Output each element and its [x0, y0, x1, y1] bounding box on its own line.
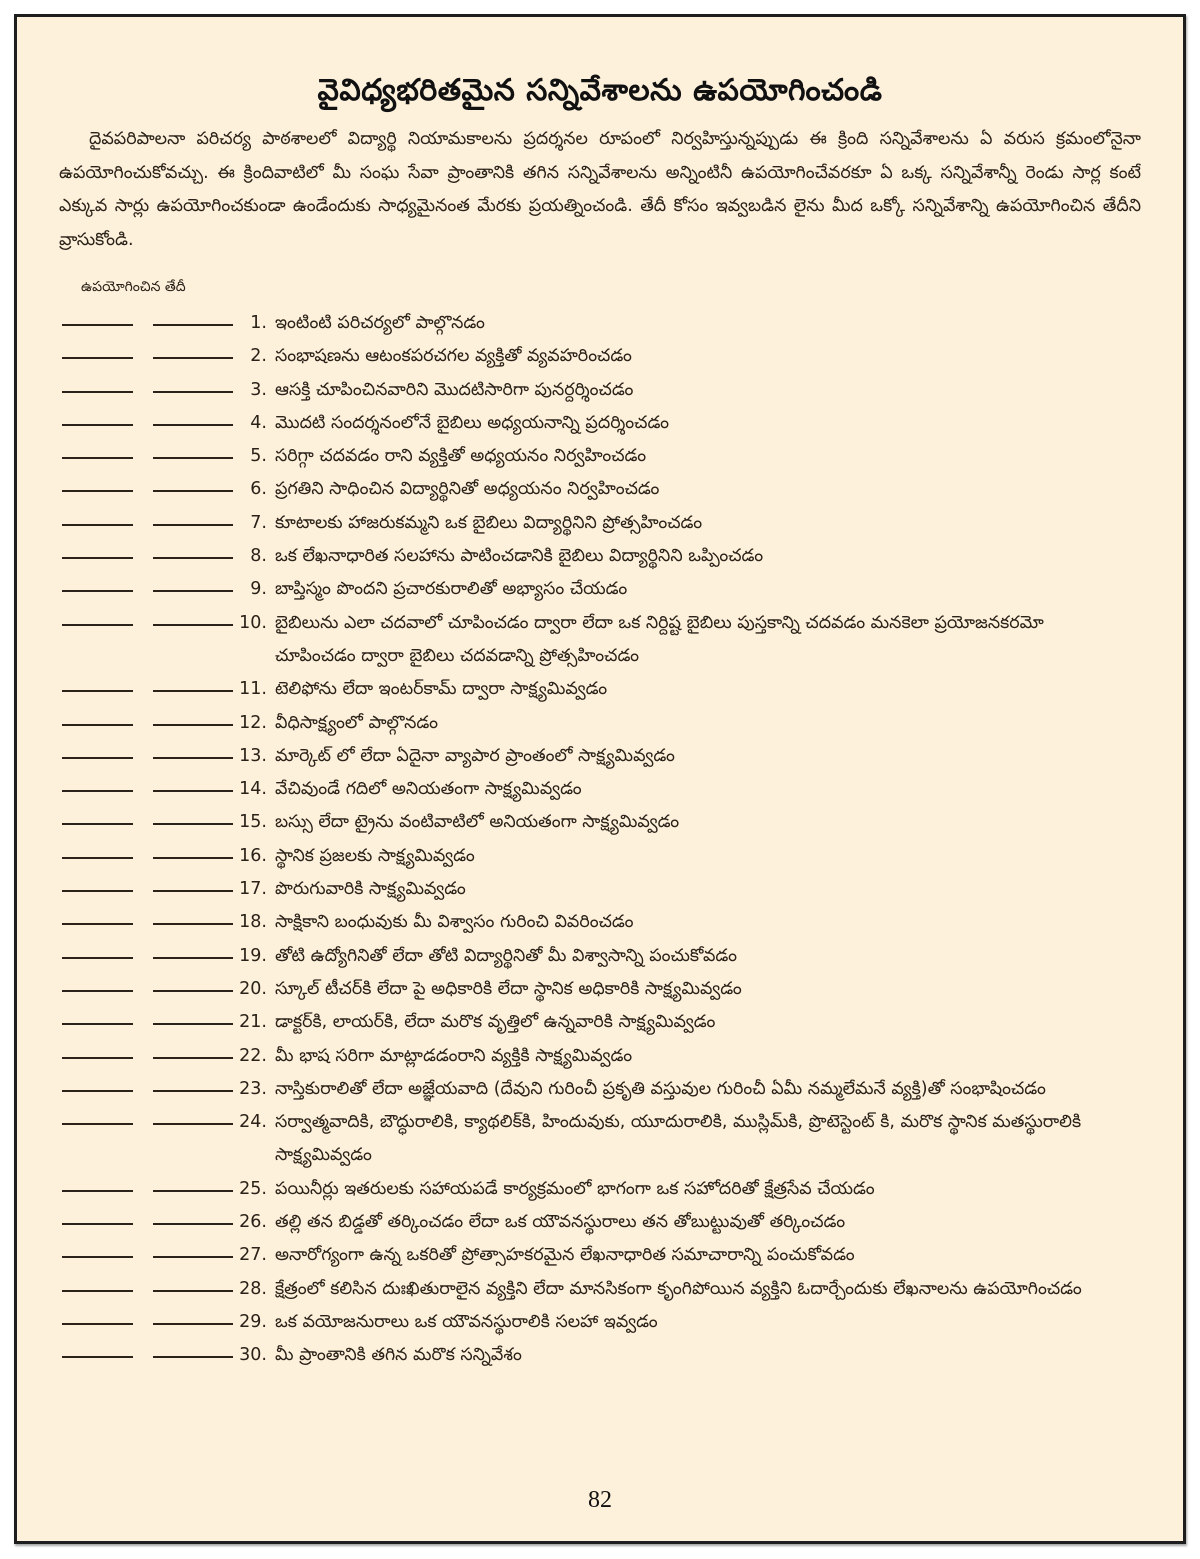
item-number: 27. — [239, 1245, 267, 1266]
item-number: 18. — [239, 912, 267, 933]
item-text: పొరుగువారికి సాక్ష్యమివ్వడం — [275, 879, 466, 900]
item-text: కూటాలకు హాజరుకమ్మని ఒక బైబిలు విద్యార్థినిని ప్రోత్సహించడం — [275, 512, 703, 533]
item-text: బస్సు లేదా ట్రైను వంటివాటిలో అనియతంగా సాక్ష్యమివ్వడం — [275, 812, 680, 833]
date-blank-line-2[interactable] — [153, 524, 233, 526]
date-blank-line-1[interactable] — [62, 823, 133, 825]
date-blank-line-2[interactable] — [153, 624, 233, 626]
list-item — [17, 840, 1183, 873]
item-text: మార్కెట్ లో లేదా ఏదైనా వ్యాపార ప్రాంతంలో సాక్ష్యమివ్వడం — [275, 745, 675, 766]
date-blank-line-2[interactable] — [153, 790, 233, 792]
item-number: 11. — [239, 679, 267, 700]
item-text: తల్లి తన బిడ్డతో తర్కించడం లేదా ఒక యౌవనస్థురాలు తన తోబుట్టువుతో తర్కించడం — [275, 1212, 846, 1233]
date-blank-line-2[interactable] — [153, 557, 233, 559]
item-text: టెలిఫోను లేదా ఇంటర్‌కామ్ ద్వారా సాక్ష్యమివ్వడం — [275, 679, 608, 700]
list-item — [17, 607, 1183, 674]
item-text: బైబిలును ఎలా చదవాలో చూపించడం ద్వారా లేదా ఒక నిర్దిష్ట బైబిలు పుస్తకాన్ని చదవడం మనకెలా ప్రయోజనకరమో చూపించడం ద్వారా బైబిలు చదవడాన్ని ప్రోత్సహించడం — [275, 612, 1044, 666]
date-blank-line-1[interactable] — [62, 424, 133, 426]
item-text: క్షేత్రంలో కలిసిన దుఃఖితురాలైన వ్యక్తిని లేదా మానసికంగా కృంగిపోయిన వ్యక్తిని ఓదార్చేందుకు లేఖనాలను ఉపయోగించడం — [275, 1278, 1082, 1299]
item-number: 30. — [239, 1345, 267, 1366]
item-number: 7. — [250, 512, 267, 533]
date-blank-line-2[interactable] — [153, 391, 233, 393]
item-text: స్థానిక ప్రజలకు సాక్ష్యమివ్వడం — [275, 845, 475, 866]
date-blank-line-1[interactable] — [62, 557, 133, 559]
list-item — [17, 873, 1183, 906]
date-blank-line-1[interactable] — [62, 357, 133, 359]
list-item — [17, 307, 1183, 340]
date-blank-line-1[interactable] — [62, 324, 133, 326]
date-blank-line-2[interactable] — [153, 823, 233, 825]
list-item — [17, 1339, 1183, 1372]
date-blank-line-1[interactable] — [62, 857, 133, 859]
list-item — [17, 407, 1183, 440]
item-text: సర్వాత్మవాదికి, బౌద్ధురాలికి, క్యాథలిక్‌కి, హిందువుకు, యూదురాలికి, ముస్లిమ్‌కి, ప్రొటెస్టెంట్ కి, మరొక స్థానిక మతస్థురాలికి సాక్ష్యమివ్వడం — [275, 1112, 1082, 1166]
item-text: మీ ప్రాంతానికి తగిన మరొక సన్నివేశం — [275, 1345, 522, 1366]
document-page — [14, 14, 1186, 1544]
date-blank-line-2[interactable] — [153, 1223, 233, 1225]
item-text: ప్రగతిని సాధించిన విద్యార్థినితో అధ్యయనం నిర్వహించడం — [275, 479, 660, 500]
list-item — [17, 1006, 1183, 1039]
list-item — [17, 1239, 1183, 1272]
item-number: 8. — [250, 546, 267, 567]
date-blank-line-1[interactable] — [62, 923, 133, 925]
item-text: డాక్టర్‌కి, లాయర్‌కి, లేదా మరొక వృత్తిలో ఉన్నవారికి సాక్ష్యమివ్వడం — [275, 1012, 716, 1033]
page-title: వైవిధ్యభరితమైన సన్నివేశాలను ఉపయోగించండి — [317, 73, 883, 108]
item-number: 20. — [239, 978, 267, 999]
date-blank-line-1[interactable] — [62, 1123, 133, 1125]
item-text: సరిగ్గా చదవడం రాని వ్యక్తితో అధ్యయనం నిర్వహించడం — [275, 446, 647, 467]
date-blank-line-2[interactable] — [153, 1057, 233, 1059]
list-item — [17, 573, 1183, 606]
list-item — [17, 507, 1183, 540]
item-text: ఆసక్తి చూపించినవారిని మొదటిసారిగా పునర్దర్శించడం — [275, 379, 634, 400]
date-blank-line-1[interactable] — [62, 990, 133, 992]
date-blank-line-1[interactable] — [62, 757, 133, 759]
date-blank-line-2[interactable] — [153, 890, 233, 892]
item-text: వేచివుండే గదిలో అనియతంగా సాక్ష్యమివ్వడం — [275, 779, 582, 800]
item-number: 16. — [239, 845, 267, 866]
item-text: ఒక లేఖనాధారిత సలహాను పాటించడానికి బైబిలు విద్యార్థినిని ఒప్పించడం — [275, 546, 764, 567]
date-blank-line-2[interactable] — [153, 1356, 233, 1358]
date-blank-line-2[interactable] — [153, 424, 233, 426]
date-blank-line-2[interactable] — [153, 324, 233, 326]
item-number: 1. — [250, 313, 267, 333]
item-number: 12. — [239, 712, 267, 733]
date-blank-line-2[interactable] — [153, 457, 233, 459]
date-blank-line-1[interactable] — [62, 1290, 133, 1292]
date-blank-line-1[interactable] — [62, 624, 133, 626]
item-text: సాక్షికాని బంధువుకు మీ విశ్వాసం గురించి వివరించడం — [275, 912, 634, 933]
list-item — [17, 707, 1183, 740]
list-item — [17, 1173, 1183, 1206]
date-blank-line-1[interactable] — [62, 1356, 133, 1358]
item-number: 17. — [239, 879, 267, 900]
scenario-list — [17, 307, 1183, 1373]
item-text: మీ భాష సరిగా మాట్లాడడంరాని వ్యక్తికి సాక్ష్యమివ్వడం — [275, 1045, 633, 1066]
list-item — [17, 740, 1183, 773]
item-text: మొదటి సందర్శనంలోనే బైబిలు అధ్యయనాన్ని ప్రదర్శించడం — [275, 412, 670, 433]
list-item — [17, 540, 1183, 573]
date-blank-line-2[interactable] — [153, 690, 233, 692]
item-text: వీధిసాక్ష్యంలో పాల్గొనడం — [275, 712, 438, 733]
item-text: సంభాషణను ఆటంకపరచగల వ్యక్తితో వ్యవహరించడం — [275, 346, 632, 367]
item-number: 25. — [239, 1178, 267, 1199]
page-number: 82 — [588, 1487, 612, 1513]
item-text: ఇంటింటి పరిచర్యలో పాల్గొనడం — [275, 313, 485, 333]
list-item — [17, 1206, 1183, 1239]
item-number: 23. — [239, 1078, 267, 1099]
date-blank-line-2[interactable] — [153, 923, 233, 925]
date-blank-line-1[interactable] — [62, 1023, 133, 1025]
item-number: 13. — [239, 745, 267, 766]
list-item — [17, 673, 1183, 706]
item-number: 9. — [250, 579, 267, 600]
date-blank-line-1[interactable] — [62, 1323, 133, 1325]
date-blank-line-1[interactable] — [62, 490, 133, 492]
item-number: 19. — [239, 945, 267, 966]
list-item — [17, 1106, 1183, 1173]
item-text: పయినీర్లు ఇతరులకు సహాయపడే కార్యక్రమంలో భాగంగా ఒక సహోదరితో క్షేత్రసేవ చేయడం — [275, 1178, 875, 1199]
item-text: తోటి ఉద్యోగినితో లేదా తోటి విద్యార్థినితో మీ విశ్వాసాన్ని పంచుకోవడం — [275, 945, 737, 966]
item-text: బాప్తిస్మం పొందని ప్రచారకురాలితో అభ్యాసం చేయడం — [275, 579, 628, 600]
date-blank-line-2[interactable] — [153, 1023, 233, 1025]
date-blank-line-1[interactable] — [62, 724, 133, 726]
date-blank-line-1[interactable] — [62, 391, 133, 393]
item-number: 14. — [239, 779, 267, 800]
date-blank-line-2[interactable] — [153, 957, 233, 959]
date-blank-line-2[interactable] — [153, 357, 233, 359]
date-blank-line-2[interactable] — [153, 1190, 233, 1192]
date-blank-line-1[interactable] — [62, 890, 133, 892]
date-blank-line-1[interactable] — [62, 457, 133, 459]
item-number: 2. — [250, 346, 267, 367]
item-number: 6. — [250, 479, 267, 500]
item-number: 15. — [239, 812, 267, 833]
date-blank-line-2[interactable] — [153, 1323, 233, 1325]
date-blank-line-2[interactable] — [153, 1256, 233, 1258]
list-item — [17, 1306, 1183, 1339]
date-blank-line-1[interactable] — [62, 1057, 133, 1059]
item-number: 28. — [239, 1278, 267, 1299]
date-blank-line-1[interactable] — [62, 1223, 133, 1225]
date-blank-line-2[interactable] — [153, 1290, 233, 1292]
list-item — [17, 940, 1183, 973]
date-blank-line-1[interactable] — [62, 957, 133, 959]
list-item — [17, 773, 1183, 806]
item-number: 29. — [239, 1311, 267, 1332]
date-blank-line-2[interactable] — [153, 757, 233, 759]
item-text: అనారోగ్యంగా ఉన్న ఒకరితో ప్రోత్సాహకరమైన లేఖనాధారిత సమాచారాన్ని పంచుకోవడం — [275, 1245, 855, 1266]
item-number: 22. — [239, 1045, 267, 1066]
list-item — [17, 374, 1183, 407]
item-number: 5. — [250, 446, 267, 467]
list-item — [17, 440, 1183, 473]
date-blank-line-2[interactable] — [153, 724, 233, 726]
item-number: 21. — [239, 1012, 267, 1033]
date-blank-line-2[interactable] — [153, 1090, 233, 1092]
date-blank-line-1[interactable] — [62, 1256, 133, 1258]
list-item — [17, 806, 1183, 839]
item-number: 10. — [239, 612, 267, 633]
item-number: 3. — [250, 379, 267, 400]
list-item — [17, 906, 1183, 939]
date-blank-line-1[interactable] — [62, 590, 133, 592]
list-item — [17, 1273, 1183, 1306]
list-item — [17, 340, 1183, 373]
date-blank-line-2[interactable] — [153, 857, 233, 859]
date-blank-line-2[interactable] — [153, 490, 233, 492]
date-blank-line-1[interactable] — [62, 790, 133, 792]
date-column-label: ఉపయోగించిన తేదీ — [81, 279, 186, 295]
list-item — [17, 473, 1183, 506]
item-number: 24. — [239, 1112, 267, 1133]
date-blank-line-2[interactable] — [153, 1123, 233, 1125]
item-text: స్కూల్ టీచర్‌కి లేదా పై అధికారికి లేదా స్థానిక అధికారికి సాక్ష్యమివ్వడం — [275, 978, 742, 999]
list-item — [17, 1040, 1183, 1073]
date-blank-line-2[interactable] — [153, 590, 233, 592]
date-blank-line-1[interactable] — [62, 1190, 133, 1192]
intro-paragraph: దైవపరిపాలనా పరిచర్య పాఠశాలలో విద్యార్థి నియామకాలను ప్రదర్శనల రూపంలో నిర్వహిస్తున్నప్పుడు ఈ క్రింది సన్నివేశాలను ఏ వరుస క్రమంలోనైనా ఉపయోగించుకోవచ్చు. ఈ క్రిందివాటిలో మీ సంఘ సేవా ప్రాంతానికి తగిన సన్నివేశాలను అన్నింటినీ ఉపయోగించేవరకూ ఏ ఒక్క సన్నివేశాన్నీ రెండు సార్ల కంటే ఎక్కువ సార్లు ఉపయోగించకుండా ఉండేందుకు సాధ్యమైనంత మేరకు ప్రయత్నించండి. తేదీ కోసం ఇవ్వబడిన లైను మీద ఒక్కో సన్నివేశాన్ని ఉపయోగించిన తేదీని వ్రాసుకోండి. — [59, 129, 1141, 250]
item-text: నాస్తికురాలితో లేదా అజ్ఞేయవాది (దేవుని గురించీ ప్రకృతి వస్తువుల గురించీ ఏమీ నమ్మలేమనే వ్యక్తి)తో సంభాషించడం — [275, 1078, 1046, 1099]
item-number: 26. — [239, 1212, 267, 1233]
date-blank-line-1[interactable] — [62, 1090, 133, 1092]
item-number: 4. — [250, 412, 267, 433]
list-item — [17, 973, 1183, 1006]
list-item — [17, 1073, 1183, 1106]
item-text: ఒక వయోజనురాలు ఒక యౌవనస్థురాలికి సలహా ఇవ్వడం — [275, 1311, 658, 1332]
date-blank-line-1[interactable] — [62, 690, 133, 692]
date-blank-line-1[interactable] — [62, 524, 133, 526]
date-blank-line-2[interactable] — [153, 990, 233, 992]
